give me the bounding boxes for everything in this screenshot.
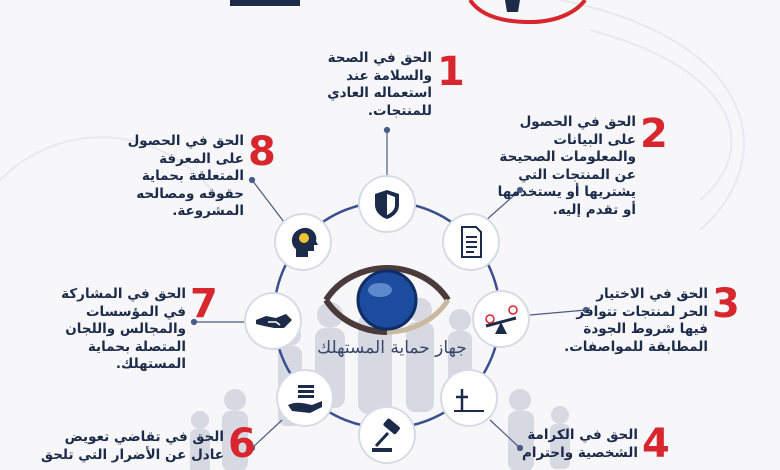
right-number: 2 bbox=[640, 111, 668, 157]
right-text-line: يشتريها أو يستخدمها bbox=[497, 184, 636, 200]
right-text-line: المشروعة. bbox=[172, 203, 244, 219]
right-text-line: الحق في المشاركة bbox=[61, 286, 186, 302]
right-text bbox=[38, 429, 224, 464]
hand-money-icon bbox=[278, 371, 332, 425]
right-text-line: الحق في تقاضي تعويض bbox=[64, 429, 224, 445]
handshake-icon bbox=[246, 294, 300, 348]
right-text-line: الحق في الحصول bbox=[127, 133, 244, 149]
cross-crescent-icon bbox=[442, 371, 496, 425]
right-text-line: الحق في الحصول bbox=[519, 114, 636, 130]
right-text-line: والمعلومات الصحيحة bbox=[499, 149, 636, 165]
right-text-line: المطابقة للمواصفات. bbox=[564, 338, 708, 355]
scale-icon bbox=[474, 292, 528, 346]
right-text-line: والسلامة عند bbox=[346, 67, 432, 84]
right-text-line: على البيانات bbox=[553, 131, 636, 148]
right-text-line: حقوقه ومصالحه bbox=[136, 185, 244, 202]
right-text-line: الشخصية واحترام bbox=[521, 444, 638, 461]
head-lightbulb-icon bbox=[276, 215, 330, 269]
right-text-line: المستهلك. bbox=[115, 356, 186, 372]
right-number: 3 bbox=[712, 281, 740, 327]
right-text-line: على المعرفة bbox=[159, 150, 244, 167]
right-text-line: الحق في الكرامة bbox=[527, 427, 638, 443]
right-text-line: الحر لمنتجات تتوافر bbox=[576, 303, 708, 320]
shield-icon bbox=[360, 177, 414, 231]
right-text-line: استعماله العادي bbox=[327, 85, 432, 101]
right-number: 7 bbox=[190, 281, 218, 327]
right-text-line: المتعلقة بحماية bbox=[141, 168, 244, 184]
right-number: 6 bbox=[228, 421, 256, 467]
right-text bbox=[494, 114, 636, 219]
right-text-line: الحق في الاختيار bbox=[596, 286, 708, 302]
right-text-line: المتصلة بحماية bbox=[87, 338, 186, 355]
right-text bbox=[104, 133, 244, 221]
right-number: 4 bbox=[642, 421, 670, 467]
right-text-line: للمنتجات. bbox=[367, 102, 432, 119]
right-text bbox=[516, 427, 638, 462]
gavel-icon bbox=[360, 408, 414, 462]
right-text bbox=[306, 50, 432, 120]
right-text-line: عن المنتجات التي bbox=[518, 166, 636, 183]
right-text-line: في المؤسسات bbox=[85, 303, 186, 320]
right-number: 1 bbox=[437, 49, 465, 95]
logo-org-name: جهاز حماية المستهلك bbox=[317, 338, 467, 358]
right-text-line: عادل عن الأضرار التي تلحق bbox=[41, 446, 224, 463]
document-icon bbox=[444, 215, 498, 269]
right-text bbox=[564, 286, 708, 356]
right-text bbox=[50, 286, 186, 374]
logo-emblem bbox=[326, 268, 448, 332]
right-text-line: والمجالس واللجان bbox=[65, 321, 186, 337]
right-number: 8 bbox=[248, 129, 276, 175]
right-text-line: الحق في الصحة bbox=[327, 50, 432, 66]
right-text-line: فيها شروط الجودة bbox=[583, 321, 708, 337]
top-badge bbox=[470, 0, 585, 22]
right-text-line: أو تقدم إليه. bbox=[552, 201, 636, 218]
